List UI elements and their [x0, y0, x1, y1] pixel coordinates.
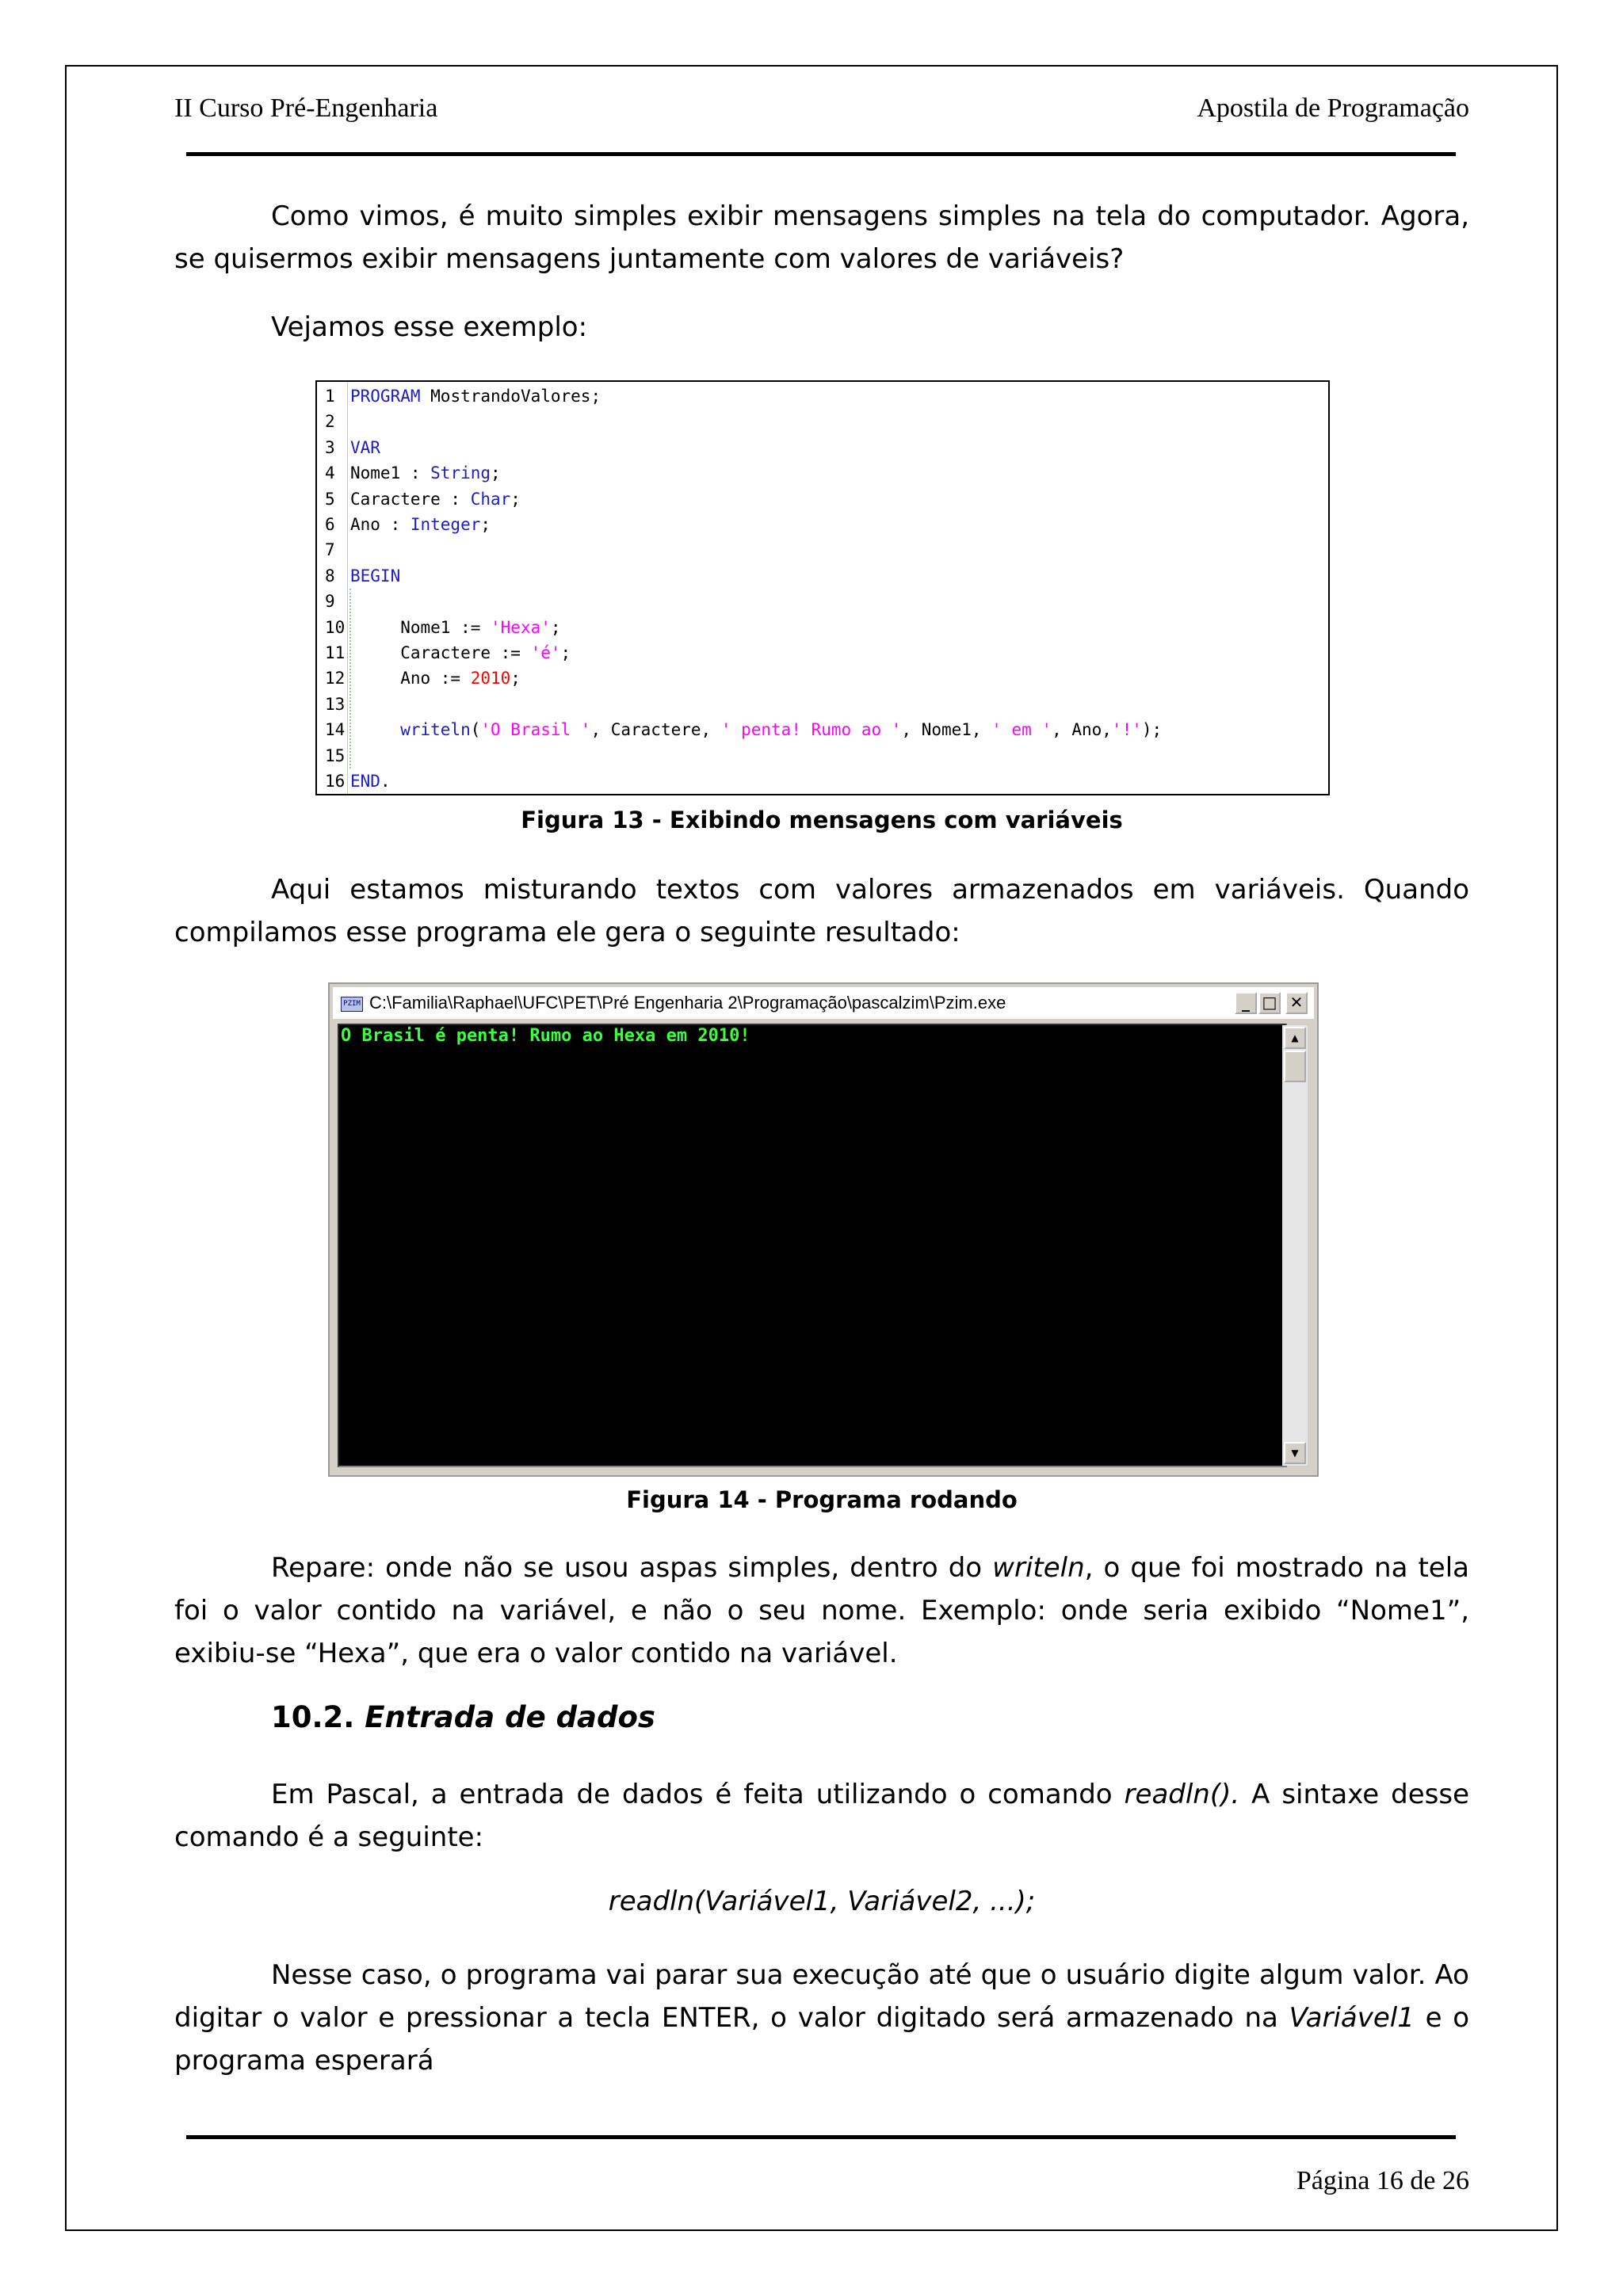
code-line-text	[350, 512, 491, 537]
code-line-number: 1	[325, 387, 335, 406]
entrada-text-c: A sintaxe desse comando é a seguinte:	[174, 1779, 1469, 1853]
code-line-text	[350, 640, 571, 666]
code-token: Integer	[410, 515, 481, 534]
console-window	[328, 982, 1319, 1477]
code-line-number: 16	[325, 772, 346, 791]
code-line-number: 5	[325, 489, 335, 509]
console-output-area[interactable]	[338, 1024, 1287, 1467]
code-token: Caractere :=	[350, 643, 531, 662]
figure-13-caption: Figura 13 - Exibindo mensagens com variáveis	[521, 807, 1123, 833]
intro-paragraph: Como vimos, é muito simples exibir mensagens simples na tela do computador. Agora, se quisermos exibir mensagens juntamente com valores de variáveis?	[174, 200, 1469, 275]
code-token: MostrandoValores;	[420, 387, 601, 406]
header-rule	[186, 152, 1456, 156]
code-token: , Caractere,	[590, 720, 721, 740]
code-line-number: 10	[325, 617, 346, 637]
code-token: ;	[560, 643, 571, 662]
code-token: Ano :	[350, 515, 411, 534]
code-token: , Nome1,	[901, 720, 992, 740]
code-line-number: 4	[325, 463, 335, 483]
code-line-number: 9	[325, 592, 335, 612]
code-token: , Ano,	[1052, 720, 1112, 740]
code-token: Caractere :	[350, 489, 471, 509]
code-token: ' em '	[991, 720, 1052, 740]
code-line	[317, 435, 1328, 460]
code-token: Nome1 :=	[350, 617, 491, 637]
figure-14-caption: Figura 14 - Programa rodando	[626, 1486, 1018, 1513]
code-line	[317, 589, 1328, 614]
code-token: 2010	[470, 669, 511, 688]
console-output-text: O Brasil é penta! Rumo ao Hexa em 2010!	[341, 1026, 750, 1046]
section-number: 10.2.	[271, 1700, 355, 1734]
readln-syntax: readln(Variável1, Variável2, ...);	[608, 1886, 1036, 1917]
code-line-text	[350, 615, 561, 640]
console-title: C:\Familia\Raphael\UFC\PET\Pré Engenharia 2\Programação\pascalzim\Pzim.exe	[369, 993, 1006, 1013]
code-line-number: 12	[325, 669, 346, 688]
code-token: (	[470, 720, 481, 740]
code-line-text	[350, 769, 391, 794]
code-token: ;	[491, 463, 501, 483]
intro-paragraph-2: Vejamos esse exemplo:	[271, 311, 588, 343]
code-token: String	[430, 463, 491, 483]
page-number: Página 16 de 26	[1296, 2166, 1469, 2195]
code-line	[317, 615, 1328, 640]
code-line	[317, 717, 1328, 742]
repare-writeln: writeln	[992, 1552, 1085, 1584]
code-line-text	[350, 460, 501, 486]
code-token: PROGRAM	[350, 387, 421, 406]
code-line-number: 14	[325, 720, 346, 740]
maximize-button[interactable]: □	[1258, 992, 1281, 1014]
code-token: 'Hexa'	[491, 617, 551, 637]
code-token: ;	[550, 617, 561, 637]
code-line	[317, 666, 1328, 691]
code-line	[317, 409, 1328, 434]
code-line	[317, 692, 1328, 717]
code-line-number: 11	[325, 643, 346, 662]
code-line	[317, 563, 1328, 589]
header-left: II Curso Pré-Engenharia	[174, 93, 438, 123]
entrada-text-a: Em Pascal, a entrada de dados é feita utilizando o comando	[271, 1779, 1125, 1810]
code-token: BEGIN	[350, 566, 401, 585]
pzim-app-icon: PZIM	[341, 997, 363, 1012]
code-token: Char	[470, 489, 511, 509]
code-line-number: 6	[325, 515, 335, 534]
scroll-thumb[interactable]	[1284, 1051, 1306, 1082]
nesse-text-d: Nesse caso, o programa vai parar sua execução até que o usuário digite algum valor. Ao digitar o valor e pressionar a tecla ENTER, o valor digitado será armazenado na	[174, 1959, 1469, 2034]
code-line-text	[350, 563, 400, 589]
code-token: Ano :=	[350, 669, 471, 688]
code-token: '!'	[1111, 720, 1142, 740]
code-token: ;	[480, 515, 491, 534]
code-line-text	[350, 486, 521, 512]
repare-paragraph	[174, 1547, 1469, 1675]
nesse-variavel1: Variável1	[1289, 2002, 1415, 2034]
code-line-text	[350, 435, 380, 460]
code-token: writeln	[350, 720, 471, 740]
entrada-paragraph	[174, 1773, 1469, 1859]
footer-rule	[186, 2135, 1456, 2139]
code-line-text	[350, 717, 1162, 742]
header-right: Apostila de Programação	[1197, 93, 1469, 123]
code-line-number: 3	[325, 437, 335, 457]
code-line	[317, 640, 1328, 666]
section-title: Entrada de dados	[365, 1700, 655, 1734]
middle-paragraph: Aqui estamos misturando textos com valores armazenados em variáveis. Quando compilamos esse programa ele gera o seguinte resultado:	[174, 874, 1469, 948]
code-token: ;	[510, 489, 521, 509]
code-token: .	[380, 772, 391, 791]
scroll-down-icon[interactable]: ▼	[1284, 1442, 1306, 1464]
code-token: ' penta! Rumo ao '	[720, 720, 902, 740]
code-figure	[315, 380, 1330, 795]
code-line-number: 15	[325, 746, 346, 765]
nesse-caso-paragraph	[174, 1954, 1469, 2082]
code-token: 'O Brasil '	[480, 720, 591, 740]
block-guide	[349, 589, 351, 769]
code-line	[317, 383, 1328, 409]
repare-text-c: , o que foi mostrado na tela foi o valor contido na variável, e não o seu nome. Exemplo: onde seria exibido “Nome1”, exibiu-se “Hexa”, que era o valor contido na variável.	[174, 1552, 1469, 1669]
code-line-text	[350, 666, 521, 691]
code-line	[317, 743, 1328, 769]
entrada-readln: readln().	[1124, 1779, 1240, 1810]
section-heading	[271, 1700, 655, 1734]
repare-text-a: Repare: onde não se usou aspas simples, dentro do	[271, 1552, 993, 1584]
console-titlebar[interactable]	[333, 987, 1314, 1019]
code-line-number: 2	[325, 412, 335, 432]
minimize-button[interactable]: _	[1235, 992, 1257, 1014]
code-token: Nome1 :	[350, 463, 431, 483]
code-token: 'é'	[530, 643, 561, 662]
code-line	[317, 486, 1328, 512]
code-line	[317, 769, 1328, 794]
code-line-text	[350, 383, 601, 409]
code-token: );	[1141, 720, 1163, 740]
console-scrollbar[interactable]	[1282, 1025, 1308, 1466]
code-line	[317, 512, 1328, 537]
code-line	[317, 460, 1328, 486]
code-token: ;	[510, 669, 521, 688]
code-line-number: 8	[325, 566, 335, 585]
nesse-text-f: e o programa esperará	[174, 2002, 1469, 2077]
code-line-number: 13	[325, 694, 346, 714]
scroll-up-icon[interactable]: ▲	[1284, 1027, 1306, 1049]
code-token: END	[350, 772, 380, 791]
code-line-number: 7	[325, 540, 335, 560]
code-token: VAR	[350, 437, 380, 457]
close-button[interactable]: ✕	[1285, 992, 1308, 1014]
code-line	[317, 537, 1328, 563]
